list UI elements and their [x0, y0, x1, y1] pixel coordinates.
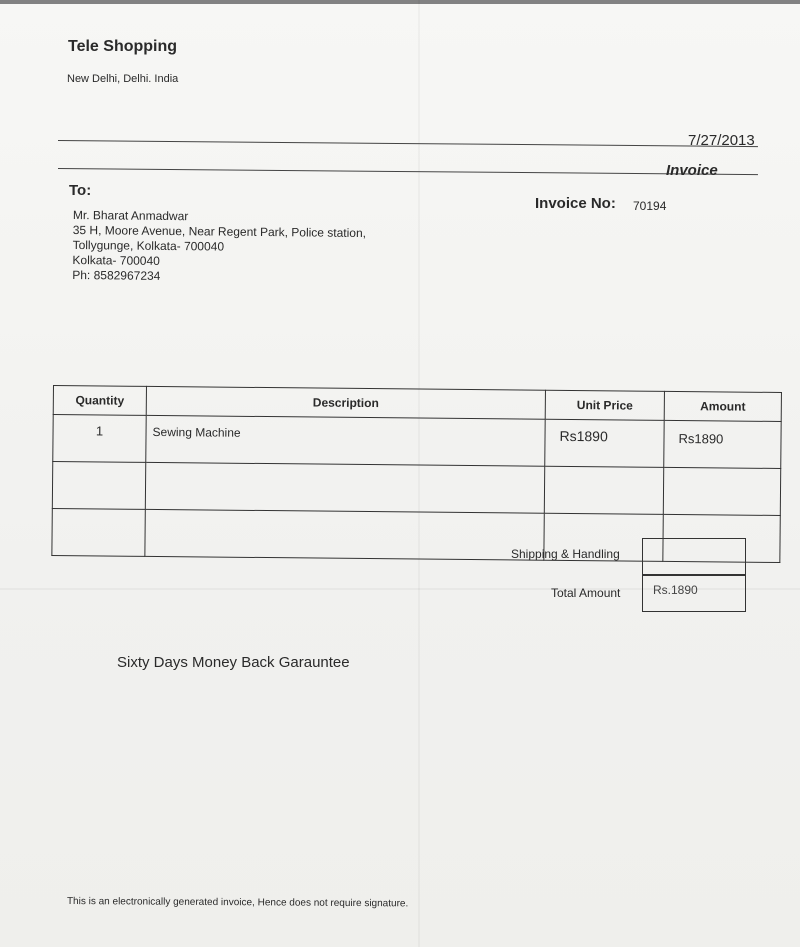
shipping-handling-label: Shipping & Handling [511, 547, 620, 561]
shipping-handling-box [642, 538, 746, 576]
cell-description: Sewing Machine [146, 415, 545, 466]
recipient-name: Mr. Bharat Anmadwar [72, 208, 189, 224]
recipient-phone: Ph: 8582967234 [72, 267, 161, 283]
cell-unit-price: Rs1890 [545, 419, 664, 467]
cell-quantity: 1 [53, 415, 146, 463]
company-address: New Delhi, Delhi. India [67, 73, 179, 85]
header-rule-bottom [58, 168, 758, 175]
footer-note: This is an electronically generated invoice, Hence does not require signature. [66, 896, 409, 910]
column-header-amount: Amount [664, 391, 781, 421]
scan-edge [0, 0, 800, 4]
cell-unit-price [544, 466, 663, 514]
company-name: Tele Shopping [68, 38, 178, 55]
table-row [52, 462, 780, 516]
recipient-label: To: [69, 182, 92, 199]
recipient-address-line: Tollygunge, Kolkata- 700040 [72, 237, 225, 254]
cell-description [145, 509, 544, 560]
invoice-date: 7/27/2013 [688, 132, 755, 149]
total-amount-box [642, 574, 746, 612]
recipient-address-line: Kolkata- 700040 [72, 252, 160, 268]
column-header-description: Description [146, 386, 545, 419]
guarantee-note: Sixty Days Money Back Garauntee [117, 654, 350, 671]
cell-amount [663, 467, 780, 515]
document-title: Invoice [666, 162, 718, 179]
cell-quantity [52, 462, 145, 510]
table-row [53, 415, 781, 469]
column-header-quantity: Quantity [53, 386, 146, 416]
line-items-table [51, 385, 782, 563]
invoice-number-label: Invoice No: [535, 195, 616, 212]
cell-amount: Rs1890 [664, 420, 781, 468]
total-amount-value: Rs.1890 [653, 583, 698, 597]
recipient-address-line: 35 H, Moore Avenue, Near Regent Park, Police station, [72, 222, 367, 241]
cell-quantity [52, 508, 145, 556]
recipient-address-block [72, 208, 366, 286]
header-rule-top [58, 140, 758, 147]
column-header-unit-price: Unit Price [545, 390, 664, 420]
cell-description [145, 462, 544, 513]
total-amount-label: Total Amount [551, 586, 621, 600]
invoice-number: 70194 [633, 199, 667, 213]
